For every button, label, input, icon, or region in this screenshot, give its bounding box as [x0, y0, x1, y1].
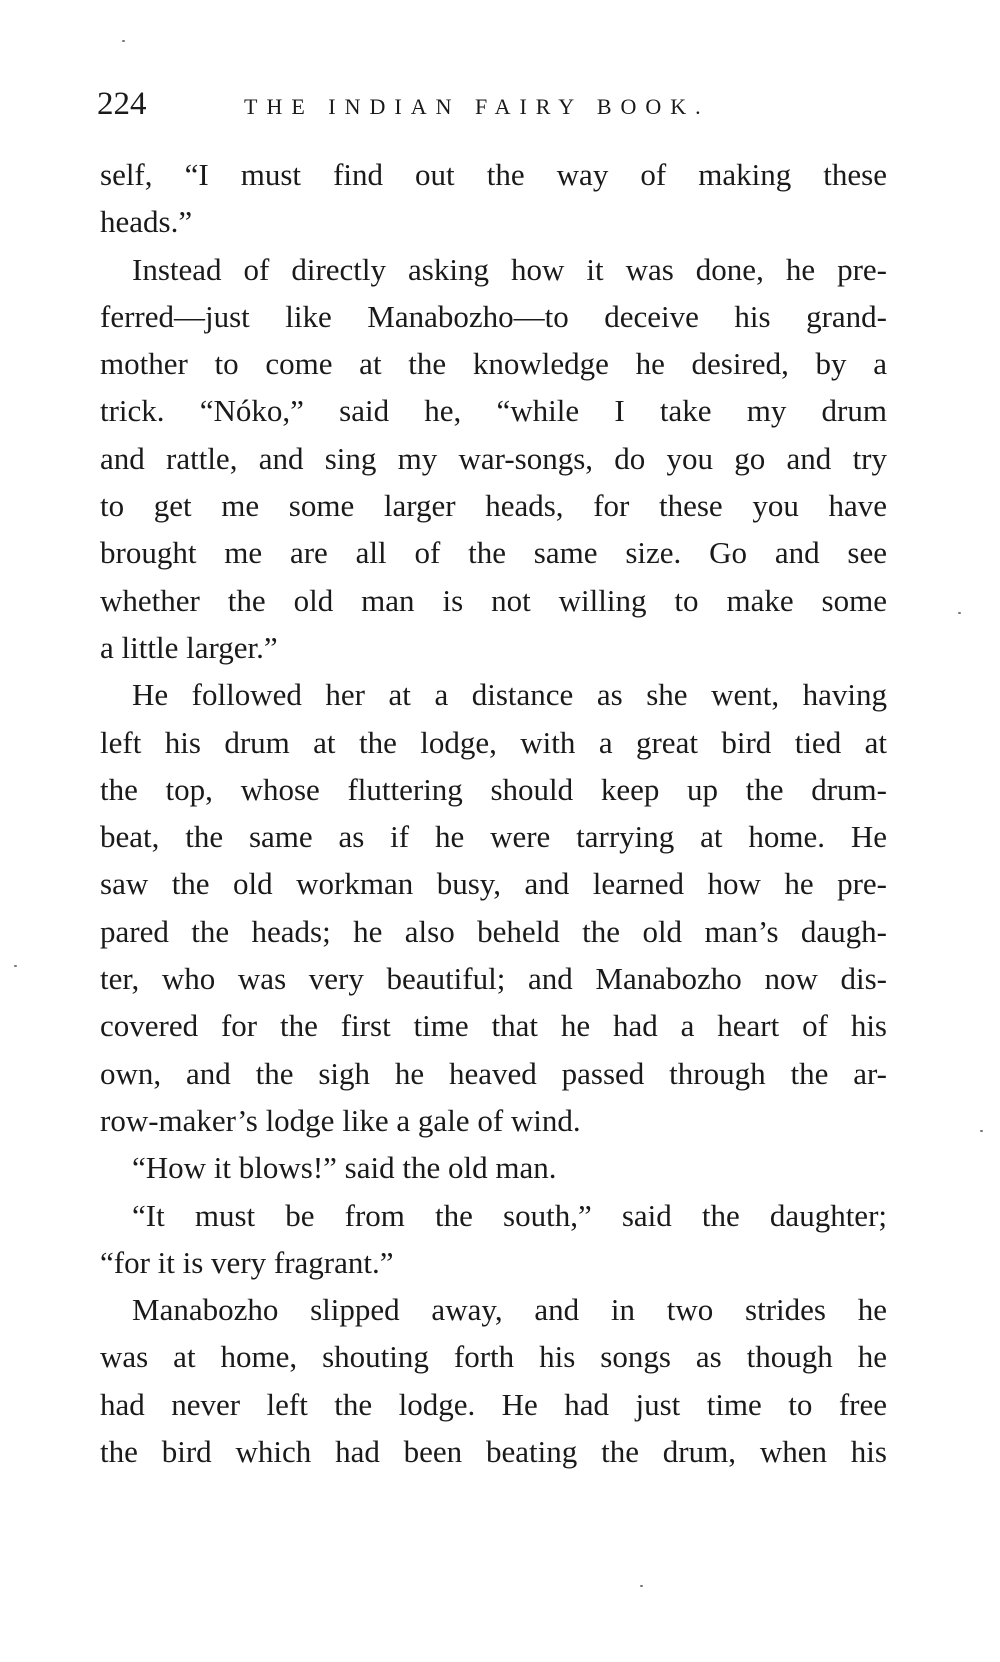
text-line: pared the heads; he also beheld the old man’s daugh-: [100, 913, 887, 949]
text-line: mother to come at the knowledge he desired, by a: [100, 346, 887, 382]
text-line: heads.”: [100, 204, 193, 240]
text-line: self, “I must find out the way of making these: [100, 157, 887, 192]
text-line: trick. “Nóko,” said he, “while I take my drum: [100, 393, 887, 429]
text-line: “How it blows!” said the old man.: [132, 1150, 557, 1186]
page-number: 224: [97, 86, 147, 122]
text-line: saw the old workman busy, and learned how he pre-: [100, 866, 887, 902]
paper-speck: [640, 1585, 643, 1587]
text-line: whether the old man is not willing to make some: [100, 582, 887, 618]
text-line: brought me are all of the same size. Go and see: [100, 535, 887, 571]
text-line: own, and the sigh he heaved passed through the ar-: [100, 1055, 887, 1091]
text-line: to get me some larger heads, for these you have: [100, 488, 887, 524]
text-line: “for it is very fragrant.”: [100, 1244, 394, 1280]
text-line: row-maker’s lodge like a gale of wind.: [100, 1102, 581, 1138]
paper-speck: [958, 612, 961, 614]
paper-speck: [14, 965, 17, 967]
text-line: was at home, shouting forth his songs as though he: [100, 1339, 887, 1375]
text-line: He followed her at a distance as she went, having: [132, 677, 887, 713]
paper-speck: [980, 1130, 983, 1132]
text-line: Instead of directly asking how it was done, he pre-: [132, 251, 887, 287]
text-line: Manabozho slipped away, and in two strides he: [132, 1292, 887, 1328]
body-text: [100, 151, 887, 1475]
paper-speck: [122, 40, 125, 42]
text-line: covered for the first time that he had a heart of his: [100, 1008, 887, 1044]
text-line: left his drum at the lodge, with a great bird tied at: [100, 724, 887, 760]
text-line: ter, who was very beautiful; and Manabozho now dis-: [100, 961, 887, 997]
text-line: “It must be from the south,” said the daughter;: [132, 1197, 887, 1233]
page-header: [97, 82, 887, 126]
text-line: the top, whose fluttering should keep up the drum-: [100, 771, 887, 807]
text-line: a little larger.”: [100, 629, 278, 665]
text-line: the bird which had been beating the drum, when his: [100, 1434, 887, 1470]
running-title: THE INDIAN FAIRY BOOK.: [244, 94, 710, 119]
text-line: beat, the same as if he were tarrying at home. He: [100, 819, 887, 855]
text-line: had never left the lodge. He had just time to free: [100, 1386, 887, 1422]
text-line: ferred—just like Manabozho—to deceive his grand-: [100, 298, 887, 334]
text-line: and rattle, and sing my war-songs, do you go and try: [100, 440, 887, 476]
